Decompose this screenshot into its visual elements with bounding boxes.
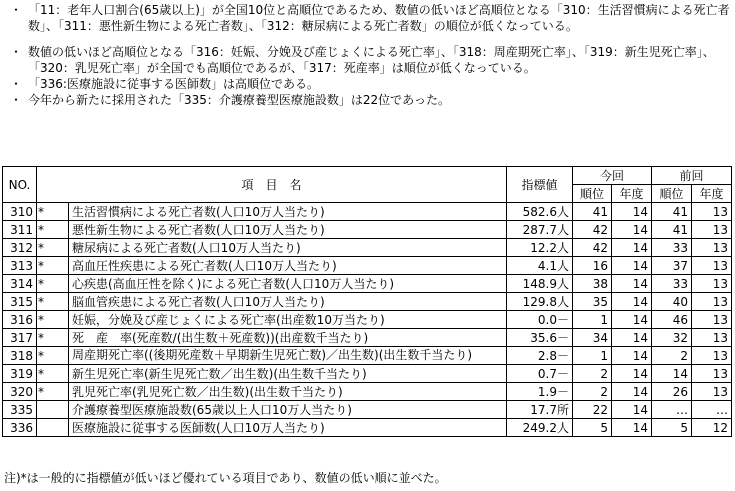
header-no: NO. [3,167,37,203]
row-current-rank: 16 [573,257,612,275]
bullet-text: 「336:医療施設に従事する医師数」は高順位である。 [28,77,319,91]
row-number: 320 [3,383,37,401]
row-item-name: 生活習慣病による死亡者数(人口10万人当たり) [69,203,507,221]
row-asterisk: * [37,347,69,365]
row-previous-year: 13 [692,203,732,221]
row-current-year: 14 [612,347,652,365]
table-row [3,401,732,419]
row-current-year: 14 [612,275,652,293]
row-previous-year: 13 [692,221,732,239]
bullet-text: 数値の低いほど高順位となる「316：妊娠、分娩及び産じょくによる死亡率」、「318：周産期死亡率」、「319：新生児死亡率」、「320：乳児死亡率」が全国でも高順位であるが、「317：死産率」は順位が低くなっている。 [28,45,715,75]
row-item-name: 介護療養型医療施設数(65歳以上人口10万人当たり) [69,401,507,419]
row-number: 312 [3,239,37,257]
row-current-rank: 22 [573,401,612,419]
row-previous-year: 13 [692,383,732,401]
row-previous-rank: … [652,401,692,419]
table-row [3,311,732,329]
row-previous-rank: 33 [652,275,692,293]
header-previous-year: 年度 [692,185,732,203]
row-current-year: 14 [612,329,652,347]
row-asterisk: * [37,239,69,257]
summary-bullets [6,0,731,108]
row-current-rank: 34 [573,329,612,347]
header-current-rank: 順位 [573,185,612,203]
row-previous-year: 13 [692,257,732,275]
row-previous-year: 13 [692,293,732,311]
row-number: 311 [3,221,37,239]
row-current-rank: 5 [573,419,612,437]
row-number: 336 [3,419,37,437]
bullet-item [6,92,731,108]
row-asterisk: * [37,311,69,329]
row-current-rank: 2 [573,365,612,383]
row-asterisk: * [37,221,69,239]
row-asterisk: * [37,383,69,401]
row-asterisk: * [37,293,69,311]
row-number: 317 [3,329,37,347]
row-current-rank: 38 [573,275,612,293]
row-number: 315 [3,293,37,311]
row-asterisk [37,419,69,437]
table-row [3,347,732,365]
row-value: 4.1人 [507,257,573,275]
row-current-rank: 41 [573,203,612,221]
row-item-name: 高血圧性疾患による死亡者数(人口10万人当たり) [69,257,507,275]
row-previous-year: 13 [692,347,732,365]
row-item-name: 心疾患(高血圧性を除く)による死亡者数(人口10万人当たり) [69,275,507,293]
row-previous-rank: 41 [652,203,692,221]
header-item-name: 項 目 名 [37,167,507,203]
row-current-year: 14 [612,419,652,437]
row-current-year: 14 [612,293,652,311]
row-item-name: 乳児死亡率(乳児死亡数／出生数)(出生数千当たり) [69,383,507,401]
table-row [3,365,732,383]
row-number: 314 [3,275,37,293]
row-previous-rank: 26 [652,383,692,401]
row-item-name: 悪性新生物による死亡者数(人口10万人当たり) [69,221,507,239]
row-number: 319 [3,365,37,383]
row-value: 17.7所 [507,401,573,419]
table-row [3,275,732,293]
row-value: 0.0－ [507,311,573,329]
header-current: 今回 [573,167,652,185]
row-previous-rank: 2 [652,347,692,365]
table-row [3,257,732,275]
header-value: 指標値 [507,167,573,203]
table-row [3,293,732,311]
row-item-name: 死 産 率(死産数/(出生数＋死産数))(出産数千当たり) [69,329,507,347]
row-previous-rank: 46 [652,311,692,329]
header-previous-rank: 順位 [652,185,692,203]
row-current-year: 14 [612,401,652,419]
row-previous-rank: 32 [652,329,692,347]
row-value: 148.9人 [507,275,573,293]
row-current-rank: 42 [573,221,612,239]
row-current-year: 14 [612,221,652,239]
row-asterisk: * [37,329,69,347]
row-asterisk: * [37,275,69,293]
row-number: 335 [3,401,37,419]
table-row [3,203,732,221]
row-number: 310 [3,203,37,221]
row-value: 35.6－ [507,329,573,347]
row-current-rank: 2 [573,383,612,401]
row-previous-year: 12 [692,419,732,437]
header-previous: 前回 [652,167,732,185]
table-row [3,383,732,401]
row-asterisk: * [37,203,69,221]
bullet-mark: ・ [10,45,23,59]
row-previous-rank: 37 [652,257,692,275]
row-value: 249.2人 [507,419,573,437]
header-current-year: 年度 [612,185,652,203]
row-previous-rank: 5 [652,419,692,437]
bullet-text: 「11：老年人口割合(65歳以上)」が全国10位と高順位であるため、数値の低いほど高順位となる「310：生活習慣病による死亡者数」、「311：悪性新生物による死亡者数」、「312：糖尿病による死亡者数」の順位が低くなっている。 [28,3,730,33]
bullet-mark: ・ [10,93,23,107]
footnote: 注)*は一般的に指標値が低いほど優れている項目であり、数値の低い順に並べた。 [4,471,447,485]
row-value: 582.6人 [507,203,573,221]
table-header-row [3,167,732,185]
row-current-year: 14 [612,239,652,257]
row-current-rank: 1 [573,347,612,365]
row-current-rank: 35 [573,293,612,311]
row-asterisk: * [37,365,69,383]
row-previous-year: 13 [692,365,732,383]
bullet-item [6,2,731,34]
bullet-mark: ・ [10,3,23,17]
row-previous-year: 13 [692,275,732,293]
row-current-rank: 1 [573,311,612,329]
row-value: 0.7－ [507,365,573,383]
table-row [3,239,732,257]
row-value: 12.2人 [507,239,573,257]
bullet-text: 今年から新たに採用された「335：介護療養型医療施設数」は22位であった。 [28,93,451,107]
row-current-year: 14 [612,311,652,329]
row-item-name: 医療施設に従事する医師数(人口10万人当たり) [69,419,507,437]
bullet-mark: ・ [10,77,23,91]
table-row [3,221,732,239]
row-current-rank: 42 [573,239,612,257]
row-previous-rank: 33 [652,239,692,257]
row-previous-rank: 14 [652,365,692,383]
indicator-table [2,166,732,437]
bullet-item [6,76,731,92]
table-row [3,329,732,347]
row-current-year: 14 [612,257,652,275]
row-item-name: 脳血管疾患による死亡者数(人口10万人当たり) [69,293,507,311]
row-previous-year: 13 [692,329,732,347]
row-number: 316 [3,311,37,329]
row-value: 287.7人 [507,221,573,239]
row-value: 129.8人 [507,293,573,311]
row-asterisk: * [37,257,69,275]
row-value: 1.9－ [507,383,573,401]
row-item-name: 妊娠，分娩及び産じょくによる死亡率(出産数10万当たり) [69,311,507,329]
table-row [3,419,732,437]
row-previous-year: 13 [692,311,732,329]
row-item-name: 新生児死亡率(新生児死亡数／出生数)(出生数千当たり) [69,365,507,383]
bullet-item [6,44,731,76]
row-previous-rank: 40 [652,293,692,311]
row-previous-year: 13 [692,239,732,257]
row-value: 2.8－ [507,347,573,365]
row-number: 313 [3,257,37,275]
row-asterisk [37,401,69,419]
row-previous-rank: 41 [652,221,692,239]
row-previous-year: … [692,401,732,419]
row-current-year: 14 [612,365,652,383]
row-item-name: 周産期死亡率((後期死産数＋早期新生児死亡数)／出生数)(出生数千当たり) [69,347,507,365]
row-current-year: 14 [612,203,652,221]
row-number: 318 [3,347,37,365]
row-current-year: 14 [612,383,652,401]
row-item-name: 糖尿病による死亡者数(人口10万人当たり) [69,239,507,257]
